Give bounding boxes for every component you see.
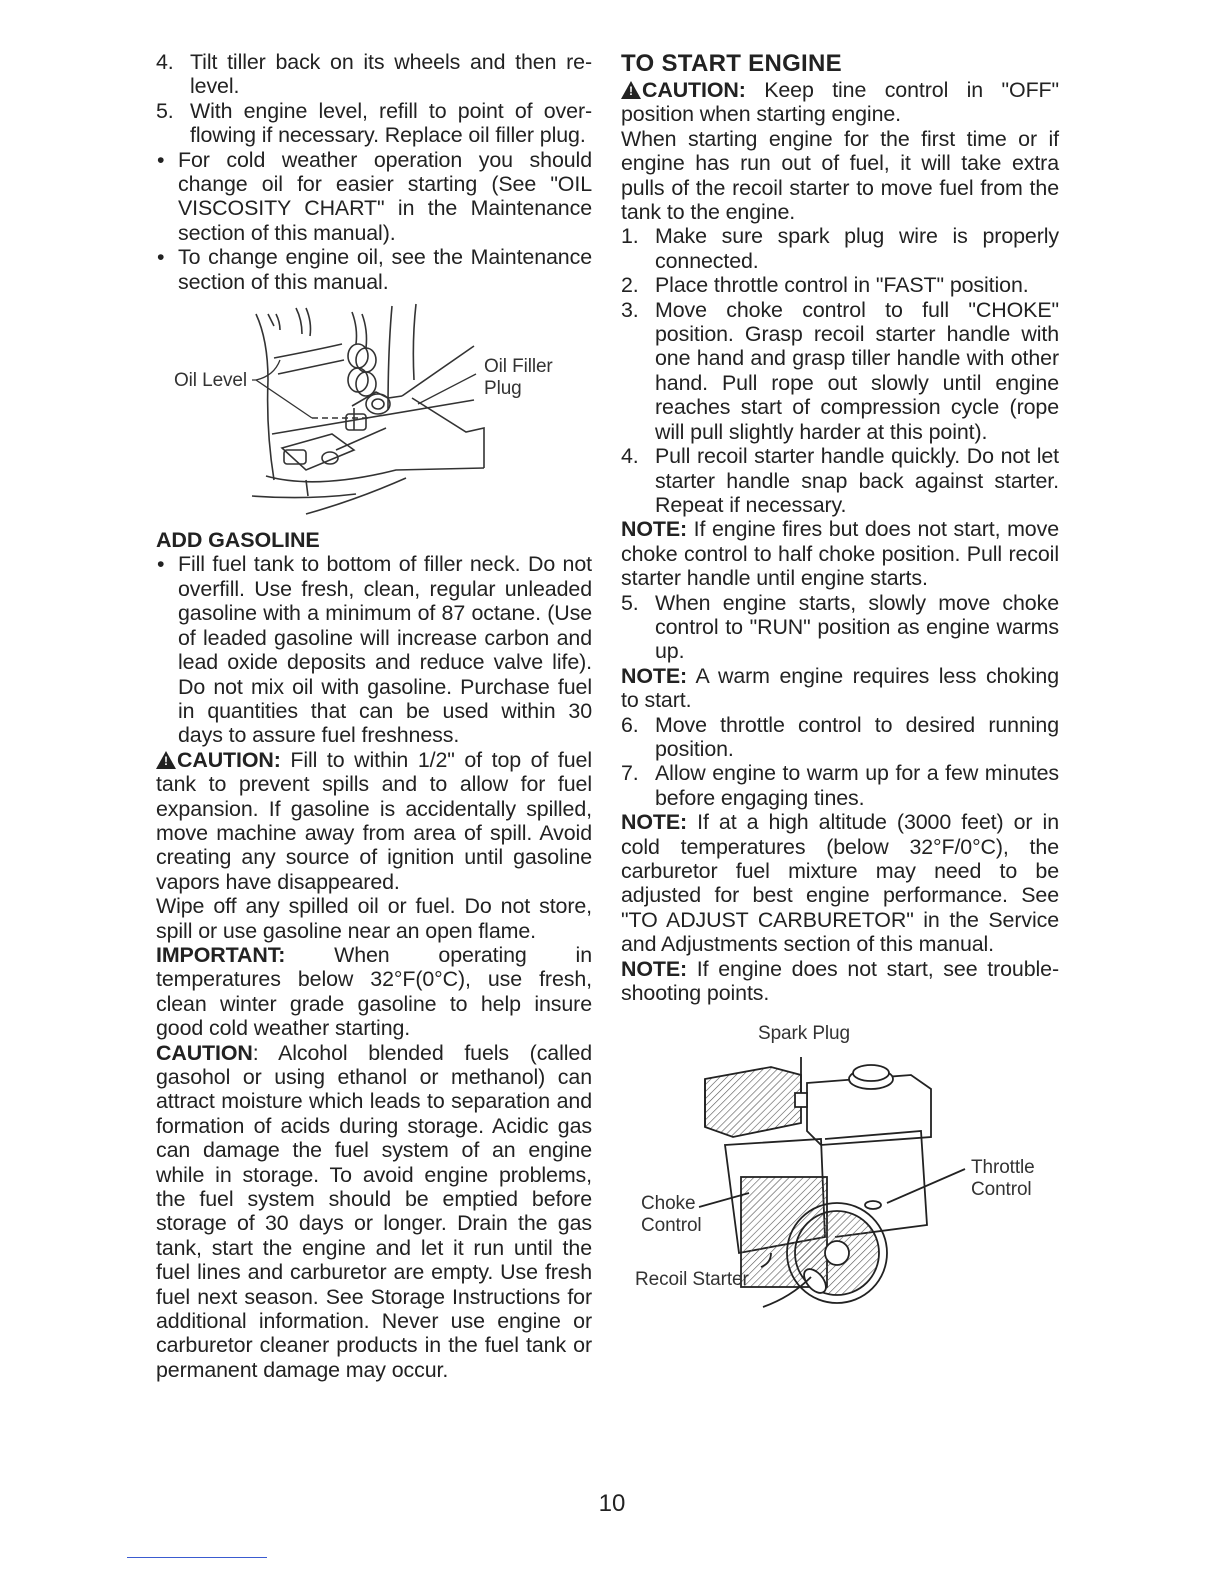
choke-control-label: Choke bbox=[641, 1193, 696, 1215]
note-label: NOTE: bbox=[621, 517, 688, 542]
page-number: 10 bbox=[598, 1490, 626, 1517]
caution-label: CAUTION: bbox=[177, 747, 281, 772]
list-text: Move choke control to full "CHOKE" position. Grasp recoil starter handle with one hand and grasp tiller handle with other hand. Pull rope out slowly until engine reaches start of compression cycle (rope will pull slightly harder at this point). bbox=[655, 297, 1059, 444]
list-text: Pull recoil starter handle quickly. Do not let starter handle snap back against starter. Repeat if necessary. bbox=[655, 444, 1059, 517]
list-number: 2. bbox=[621, 273, 639, 298]
note-paragraph bbox=[621, 517, 1059, 590]
caution-label: CAUTION: bbox=[642, 78, 746, 102]
note-label: NOTE: bbox=[621, 663, 688, 688]
paragraph: Wipe off any spilled oil or fuel. Do not store, spill or use gasoline near an open flame. bbox=[156, 894, 592, 943]
note-paragraph bbox=[621, 810, 1059, 956]
list-text: Allow engine to warm up for a few minutes before engaging tines. bbox=[655, 761, 1059, 810]
left-column bbox=[156, 50, 592, 1382]
throttle-control-label: Throttle bbox=[971, 1157, 1035, 1179]
list-text: With engine level, refill to point of over-flowing if necessary. Replace oil filler plug. bbox=[190, 98, 592, 148]
bullet-text: To change engine oil, see the Maintenance section of this manual. bbox=[178, 245, 592, 294]
list-text: Make sure spark plug wire is properly connected. bbox=[655, 224, 1059, 273]
caution-paragraph bbox=[621, 78, 1059, 127]
list-number: 5. bbox=[621, 590, 639, 615]
throttle-control-label: Control bbox=[971, 1179, 1032, 1201]
list-text: Place throttle control in "FAST" position. bbox=[655, 273, 1029, 298]
caution-paragraph bbox=[156, 1041, 592, 1383]
list-item bbox=[621, 444, 1059, 517]
caution-paragraph bbox=[156, 748, 592, 894]
right-column bbox=[621, 50, 1059, 1327]
list-item bbox=[621, 224, 1059, 273]
important-text: When operating in temperatures below 32°F(0°C), use fresh, clean winter grade gasoline to help insure good cold weather starting. bbox=[156, 942, 592, 1041]
list-number: 7. bbox=[621, 761, 639, 786]
list-text: When engine starts, slowly move choke control to "RUN" position as engine warms up. bbox=[655, 590, 1059, 664]
list-item bbox=[621, 591, 1059, 664]
list-item bbox=[621, 298, 1059, 444]
list-number: 3. bbox=[621, 297, 639, 322]
important-label: IMPORTANT: bbox=[156, 942, 286, 967]
note-text: A warm engine requires less choking to start. bbox=[621, 663, 1059, 713]
engine-figure bbox=[621, 1023, 1059, 1327]
bullet-text: Fill fuel tank to bottom of filler neck. Do not overfill. Use fresh, clean, regular unleaded gasoline with a minimum of 87 octane. (Use of leaded gasoline will increase carbon and lead oxide deposits and reduce valve life). Do not mix oil with gasoline. Purchase fuel in quantities that can be used within 30 days to assure fuel freshness. bbox=[178, 552, 592, 748]
bullet-item bbox=[156, 245, 592, 294]
list-number: 6. bbox=[621, 712, 639, 737]
important-paragraph bbox=[156, 943, 592, 1041]
list-number: 4. bbox=[621, 444, 639, 469]
note-label: NOTE: bbox=[621, 810, 688, 835]
note-label: NOTE: bbox=[621, 956, 688, 981]
recoil-starter-label: Recoil Starter bbox=[635, 1269, 749, 1291]
bullet-icon: • bbox=[157, 552, 165, 577]
list-number: 1. bbox=[621, 224, 639, 249]
choke-control-label: Control bbox=[641, 1215, 702, 1237]
oil-filler-label: Plug bbox=[484, 378, 522, 400]
oil-filler-label: Oil Filler bbox=[484, 356, 553, 378]
list-item bbox=[156, 50, 592, 99]
caution-label: CAUTION bbox=[156, 1040, 253, 1065]
oil-level-label: Oil Level bbox=[174, 370, 248, 392]
add-gasoline-heading: ADD GASOLINE bbox=[156, 528, 320, 553]
caution-text: Fill to within 1/2" of top of fuel tank to prevent spills and to allow for fuel expansion. If gasoline is accidentally spilled, move machine away from area of spill. Avoid creating any source of ignition until gasoline vapors have disappeared. bbox=[156, 747, 592, 894]
list-number: 5. bbox=[156, 98, 174, 123]
start-engine-heading: TO START ENGINE bbox=[621, 50, 842, 77]
bullet-icon: • bbox=[157, 147, 165, 172]
warning-icon bbox=[156, 751, 176, 769]
caution-text: Keep tine control in "OFF" position when starting engine. bbox=[621, 78, 1059, 127]
list-item bbox=[621, 273, 1059, 297]
paragraph: When starting engine for the first time or if engine has run out of fuel, it will take extra pulls of the recoil starter to move fuel from the tank to the engine. bbox=[621, 126, 1059, 225]
bullet-item bbox=[156, 552, 592, 747]
note-text: If engine does not start, see trouble-shooting points. bbox=[621, 956, 1059, 1006]
list-text: Tilt tiller back on its wheels and then re-level. bbox=[190, 50, 592, 99]
list-item bbox=[621, 713, 1059, 762]
list-item bbox=[156, 99, 592, 148]
note-paragraph bbox=[621, 957, 1059, 1006]
caution-text: : Alcohol blended fuels (called gasohol or using ethanol or methanol) can attract moisture which leads to separation and formation of acids during storage. Acidic gas can damage the fuel system of an engine while in storage. To avoid engine problems, the fuel system should be emptied before storage of 30 days or longer. Drain the gas tank, start the engine and let it run until the fuel lines and carburetor are empty. Use fresh fuel next season. See Storage Instructions for additional information. Never use engine or carburetor cleaner products in the fuel tank or permanent damage may occur. bbox=[156, 1040, 592, 1382]
list-number: 4. bbox=[156, 50, 174, 74]
note-text: If engine fires but does not start, move choke control to half choke position. Pull recoil starter handle until engine starts. bbox=[621, 517, 1059, 591]
warning-icon bbox=[621, 81, 641, 99]
list-item bbox=[621, 761, 1059, 810]
oil-fill-illustration bbox=[156, 300, 592, 522]
note-text: If at a high altitude (3000 feet) or in cold temperatures (below 32°F/0°C), the carburetor fuel mixture may need to be adjusted for best engine performance. See "TO ADJUST CARBURETOR" in the Service and Adjustments section of this manual. bbox=[621, 810, 1059, 957]
bullet-icon: • bbox=[157, 245, 165, 270]
list-text: Move throttle control to desired running position. bbox=[655, 712, 1059, 761]
bullet-text: For cold weather operation you should change oil for easier starting (See "OIL VISCOSITY CHART" in the Maintenance section of this manual). bbox=[178, 147, 592, 245]
spark-plug-label: Spark Plug bbox=[758, 1023, 850, 1045]
bullet-item bbox=[156, 148, 592, 246]
footer-rule bbox=[127, 1557, 267, 1558]
note-paragraph bbox=[621, 664, 1059, 713]
oil-fill-figure bbox=[156, 300, 592, 522]
